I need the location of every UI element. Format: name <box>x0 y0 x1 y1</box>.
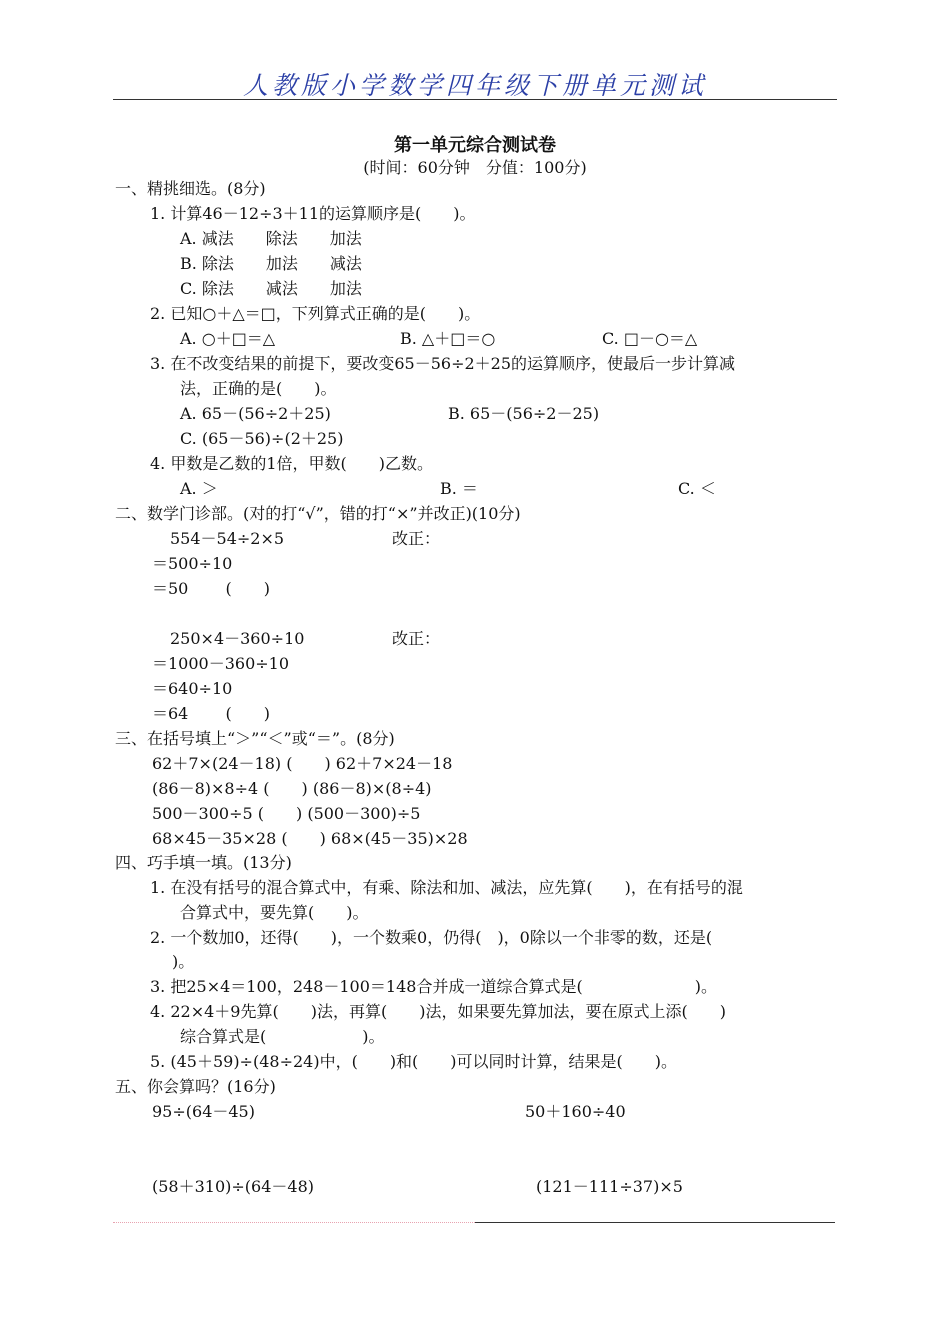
s1-q4-option-c: C. ＜ <box>678 479 716 498</box>
s3-compare-1: 62＋7×(24－18) ( ) 62＋7×24－18 <box>152 754 453 773</box>
page-title: 第一单元综合测试卷 <box>394 135 556 156</box>
s2-expr2-line3: ＝640÷10 <box>152 679 233 698</box>
s1-q3-option-a: A. 65－(56÷2＋25) <box>180 404 331 423</box>
s2-expr1-correction: 改正： <box>392 529 441 548</box>
s5-problem-1: 95÷(64－45) <box>152 1102 255 1121</box>
section-2-heading: 二、数学门诊部。(对的打“√”，错的打“×”并改正)(10分) <box>115 504 521 523</box>
s1-q2-option-a: A. ○＋□＝△ <box>180 329 276 348</box>
s2-expr1-line2: ＝500÷10 <box>152 554 233 573</box>
section-3-heading: 三、在括号填上“＞”“＜”或“＝”。(8分) <box>115 729 395 748</box>
s1-q4-option-b: B. ＝ <box>440 479 478 498</box>
s1-q2-option-b: B. △＋□＝○ <box>400 329 496 348</box>
s1-q2-option-c: C. □－○＝△ <box>602 329 698 348</box>
header-divider <box>113 99 837 100</box>
s1-q4-option-a: A. ＞ <box>180 479 218 498</box>
page-header: 人教版小学数学四年级下册单元测试 <box>242 71 707 100</box>
s1-q3-option-b: B. 65－(56÷2－25) <box>448 404 600 423</box>
s1-q1-option-b: B. 除法 加法 减法 <box>180 254 362 273</box>
s4-question-3: 3. 把25×4＝100，248－100＝148合并成一道综合算式是( )。 <box>150 977 717 996</box>
section-4-heading: 四、巧手填一填。(13分) <box>115 853 292 872</box>
s1-question-1: 1. 计算46－12÷3＋11的运算顺序是( )。 <box>150 204 476 223</box>
s2-expr1-line1: 554－54÷2×5 <box>170 529 285 548</box>
s4-question-4-cont: 综合算式是( )。 <box>180 1027 385 1046</box>
s3-compare-4: 68×45－35×28 ( ) 68×(45－35)×28 <box>152 829 468 848</box>
s4-question-5: 5. (45＋59)÷(48÷24)中，( )和( )可以同时计算，结果是( )。 <box>150 1052 678 1071</box>
s1-question-4: 4. 甲数是乙数的1倍，甲数( )乙数。 <box>150 454 434 473</box>
s5-problem-4: (121－111÷37)×5 <box>536 1177 683 1196</box>
s4-question-2-cont: )。 <box>172 952 195 971</box>
page-subtitle: (时间：60分钟 分值：100分) <box>363 158 587 177</box>
s5-problem-3: (58＋310)÷(64－48) <box>152 1177 314 1196</box>
footer-rule <box>475 1222 835 1223</box>
section-5-heading: 五、你会算吗？(16分) <box>115 1077 276 1096</box>
s1-q1-option-a: A. 减法 除法 加法 <box>180 229 362 248</box>
s1-question-3-cont: 法，正确的是( )。 <box>180 379 337 398</box>
s2-expr2-line1: 250×4－360÷10 <box>170 629 305 648</box>
s1-q1-option-c: C. 除法 减法 加法 <box>180 279 362 298</box>
footer-dotted-line <box>113 1222 475 1223</box>
s3-compare-2: (86－8)×8÷4 ( ) (86－8)×(8÷4) <box>152 779 432 798</box>
s1-q3-option-c: C. (65－56)÷(2＋25) <box>180 429 344 448</box>
s2-expr1-line3: ＝50 ( ) <box>152 579 270 598</box>
s4-question-4: 4. 22×4＋9先算( )法，再算( )法，如果要先算加法，要在原式上添( ) <box>150 1002 726 1021</box>
s1-question-2: 2. 已知○＋△＝□，下列算式正确的是( )。 <box>150 304 481 323</box>
s5-problem-2: 50＋160÷40 <box>525 1102 626 1121</box>
s3-compare-3: 500－300÷5 ( ) (500－300)÷5 <box>152 804 421 823</box>
s2-expr2-line4: ＝64 ( ) <box>152 704 270 723</box>
section-1-heading: 一、精挑细选。(8分) <box>115 179 266 198</box>
s2-expr2-correction: 改正： <box>392 629 441 648</box>
s4-question-1: 1. 在没有括号的混合算式中，有乘、除法和加、减法，应先算( )，在有括号的混 <box>150 878 743 897</box>
s4-question-1-cont: 合算式中，要先算( )。 <box>180 903 369 922</box>
s2-expr2-line2: ＝1000－360÷10 <box>152 654 290 673</box>
s4-question-2: 2. 一个数加0，还得( )，一个数乘0，仍得( )，0除以一个非零的数，还是( <box>150 928 713 947</box>
s1-question-3: 3. 在不改变结果的前提下，要改变65－56÷2＋25的运算顺序，使最后一步计算减 <box>150 354 736 373</box>
